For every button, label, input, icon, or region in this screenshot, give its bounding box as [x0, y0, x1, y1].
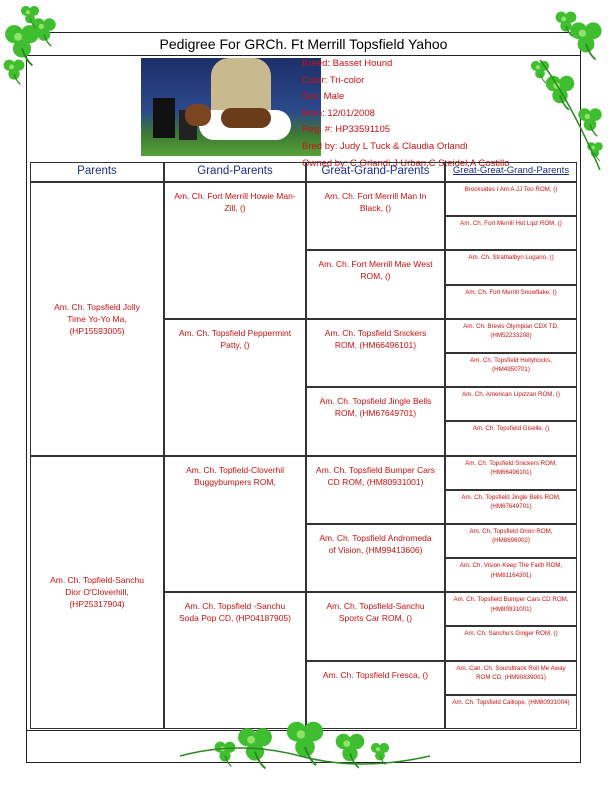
dog-name: Am. Ch. Fort Merrill Hot Lipz ROM, (): [460, 220, 562, 228]
dog-name: Am. Ch. Topsfield Fresca, (): [322, 669, 429, 680]
info-owner: Owned by: C Orlandi,J Urban,C Steidel,A Costillo: [302, 157, 510, 169]
dog-name: Am. Ch. Fort Merrill Mae West ROM, (): [318, 259, 433, 282]
dog-name: Am. Ch. Topsfield Jolly Time Yo-Yo Ma, (HP15593005): [54, 301, 140, 336]
shamrock-icon: [287, 722, 323, 765]
dog-name: Am. Ch. Fort Merrill Snowflake, (): [465, 288, 557, 296]
dog-name: Am. Ch. Topsfield Bumper Cars CD ROM, (HM80931001): [453, 596, 569, 613]
dog-name: Am. Ch. Topsfield Jingle Bells ROM, (HM67649701): [461, 493, 561, 511]
shamrock-icon: [5, 25, 39, 65]
shamrock-icon: [531, 61, 549, 83]
header-grandparents: Grand-Parents: [197, 165, 273, 177]
dog-name: Am. Ch. Topsfield Jingle Bells ROM, (HM67649701): [319, 396, 432, 419]
info-breed: Breed: Basset Hound: [302, 58, 393, 69]
info-sex: Sex: Male: [302, 91, 345, 103]
header-great-great-grandparents: Great-Great-Grand-Parents: [452, 165, 570, 176]
dog-name: Am. Ch. Topsfield Snickers ROM, (HM66496101): [465, 459, 557, 476]
dog-name: Am. Ch. Topsfield-Sanchu Sports Car ROM, (): [326, 601, 425, 624]
page-title: Pedigree For GRCh. Ft Merrill Topsfield Yahoo: [27, 33, 580, 56]
dog-name: Am. Ch. Topsfield Orion ROM, (HM8696002): [469, 527, 553, 545]
header-parents: Parents: [77, 165, 117, 177]
dog-name: Am. Ch. Topsfield Bumper Cars CD ROM, (HM80931001): [316, 464, 435, 487]
dog-name: Am. Ch. Topsfield Calliope, (HM80931004): [452, 698, 570, 706]
dog-name: Am. Ch. Fort Merrill Howie Man-Zill, (): [174, 191, 296, 213]
dog-name: Am. Ch. Fort Merrill Man In Black, (): [324, 191, 427, 213]
info-breeder: Bred by: Judy L Tuck & Claudia Orlandi: [302, 140, 468, 152]
info-reg: Reg. #: HP33591105: [302, 124, 391, 136]
dog-name: Am. Ch. Topsfield Giselle, (): [472, 425, 550, 433]
dog-name: Am. Can. Ch. Soundtrack Roll Me Away ROM CD, (HM90839001): [456, 664, 566, 682]
dog-name: Am. Ch. Topfield-Sanchu Dior O'Cloverhill, (HP25317904): [50, 575, 144, 610]
dog-name: Am. Ch. Topsfield -Sanchu Soda Pop CD, (HP04187905): [179, 601, 291, 624]
shamrock-icon: [215, 742, 236, 767]
shamrock-icon: [4, 60, 25, 85]
info-color: Color: Tri-color: [302, 74, 365, 86]
shamrock-icon: [546, 76, 575, 110]
dog-name: Am. Ch. Topfield-Cloverhil Buggybumpers ROM,: [185, 464, 285, 487]
dog-name: Am. Ch. Topsfield Hollyhocks, (HM4950701): [470, 356, 552, 374]
dog-name: Am. Ch. Sanchu's Ginger ROM, (): [464, 630, 558, 638]
dog-name: Am. Ch. American Lipizzan ROM, (): [462, 391, 560, 399]
header-great-grandparents: Great-Grand-Parents: [321, 165, 430, 177]
dog-name: Am. Ch. Topsfield Andromeda of Vision, (HM99413606): [319, 532, 432, 555]
info-born: Born: 12/01/2008: [302, 107, 375, 119]
dog-name: Am. Ch. Topsfield Snickers ROM, (HM66496101): [324, 327, 427, 350]
shamrock-icon: [371, 743, 389, 765]
dog-name: Am. Ch. Strathalbyn Lugano, (): [468, 254, 554, 262]
shamrock-icon: [570, 22, 601, 59]
dog-name: Am. Ch. Topsfield Peppermint Patty, (): [178, 327, 292, 350]
dog-name: Am. Ch. Brevis Olympian CDX TD, (HM52233208): [463, 322, 559, 340]
dog-name: Am. Ch. Vision Keep The Faith ROM, (HM81164301): [459, 562, 563, 579]
dog-name: Brocksides I Am A JJ Too ROM, (): [464, 186, 558, 193]
